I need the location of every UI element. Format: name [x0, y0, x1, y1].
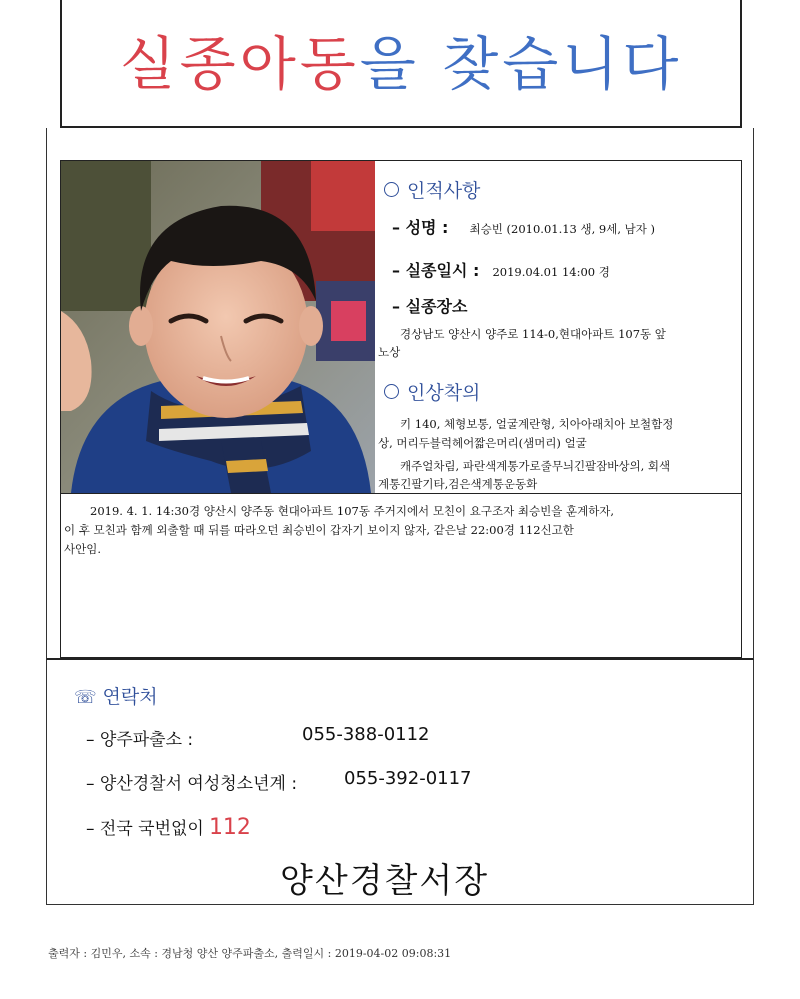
profile-heading	[384, 176, 480, 203]
name-row	[392, 215, 655, 239]
contact-heading	[74, 682, 158, 709]
missing-time-label: – 실종일시 :	[392, 261, 480, 280]
appearance-heading-text: 인상착의	[407, 382, 481, 404]
telephone-icon: ☏	[74, 687, 97, 708]
profile-heading-text: 인적사항	[407, 180, 481, 202]
appearance-heading	[384, 378, 480, 405]
missing-time-value: 2019.04.01 14:00 경	[492, 265, 610, 279]
missing-place-line2: 노상	[378, 345, 401, 359]
circle-bullet-icon	[384, 182, 399, 197]
child-photo	[61, 161, 375, 493]
national-number[interactable]: 112	[208, 815, 251, 840]
poster-title	[60, 24, 742, 104]
contact-label-yangsan: – 양산경찰서 여성청소년계 :	[86, 774, 298, 794]
appearance-line1: 키 140, 체형보통, 얼굴계란형, 치아아래치아 보철함정	[400, 417, 674, 431]
description-line1: 2019. 4. 1. 14:30경 양산시 양주동 현대아파트 107동 주거지에서 모친이 요구조자 최승빈을 훈계하자,	[90, 504, 615, 518]
description-line2: 이 후 모친과 함께 외출할 때 뒤를 따라오던 최승빈이 갑자기 보이지 않자, 같은날 22:00경 112신고한	[64, 523, 574, 537]
national-label: – 전국 국번없이	[86, 819, 204, 839]
print-footer: 출력자 : 김민우, 소속 : 경남청 양산 양주파출소, 출력일시 : 2019-04-02 09:08:31	[48, 947, 452, 960]
name-label: – 성명 :	[392, 218, 449, 237]
title-red-part: 실종아동	[119, 30, 360, 98]
appearance-line2: 상, 머리두블럭헤어짧은머리(샘머리) 얼굴	[378, 436, 587, 450]
title-blue-part: 을 찾습니다	[359, 30, 683, 98]
missing-time-row	[392, 258, 610, 282]
appearance-line4: 계통긴팔기타,검은색계통운동화	[378, 477, 538, 491]
contact-heading-text: 연락처	[102, 686, 158, 708]
circle-bullet-icon	[384, 384, 399, 399]
missing-place-label: – 실종장소	[392, 297, 468, 316]
contact-label-yangju: – 양주파출소 :	[86, 730, 194, 750]
contact-number-yangsan[interactable]: 055-392-0117	[344, 768, 472, 789]
missing-place-line1: 경상남도 양산시 양주로 114-0,현대아파트 107동 앞	[400, 327, 666, 341]
contact-number-yangju[interactable]: 055-388-0112	[302, 724, 430, 745]
name-value: 최승빈 (2010.01.13 생, 9세, 남자 )	[469, 222, 656, 236]
appearance-line3: 캐주얼차림, 파란색계통가로줄무늬긴팔잠바상의, 회색	[400, 459, 671, 473]
child-photo-illustration	[61, 161, 375, 493]
national-row	[86, 814, 251, 840]
description-line3: 사안임.	[64, 542, 101, 556]
police-station-name: 양산경찰서장	[280, 861, 490, 901]
